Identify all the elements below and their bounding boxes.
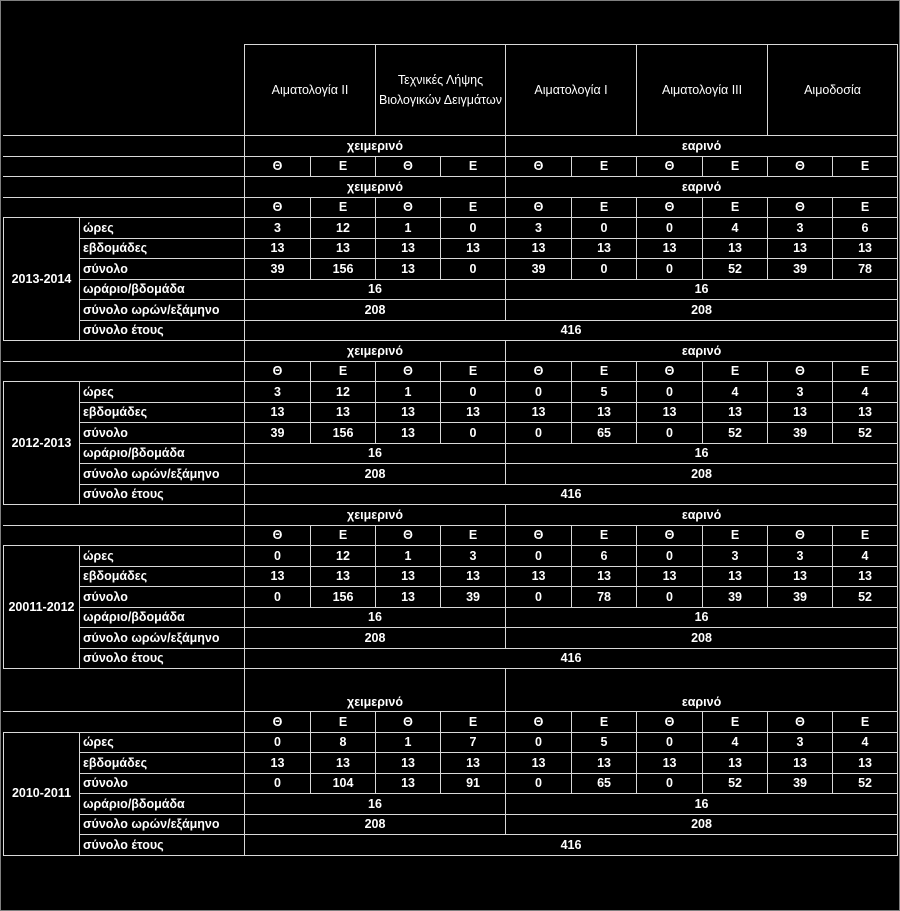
value-cell: 13	[311, 238, 376, 259]
value-cell: 4	[833, 382, 898, 403]
value-cell: 13	[833, 238, 898, 259]
theory-header: Θ	[245, 712, 311, 733]
value-cell: 78	[833, 259, 898, 280]
row-label-hours: ώρες	[80, 218, 245, 239]
lab-header: Ε	[441, 156, 506, 177]
value-cell: 0	[441, 423, 506, 444]
value-cell: 6	[833, 218, 898, 239]
row-label-weekly: ωράριο/βδομάδα	[80, 443, 245, 464]
lab-header: Ε	[572, 525, 637, 546]
value-cell: 4	[703, 732, 768, 753]
hours-table	[3, 44, 898, 856]
year-total: 416	[245, 835, 898, 856]
semester-winter: χειμερινό	[245, 505, 506, 526]
row-label-total: σύνολο	[80, 259, 245, 280]
value-cell: 104	[311, 773, 376, 794]
value-cell: 0	[441, 259, 506, 280]
course-header: Αιματολογία ΙΙΙ	[637, 45, 768, 136]
value-cell: 52	[833, 423, 898, 444]
lab-header: Ε	[311, 525, 376, 546]
theory-header: Θ	[376, 197, 441, 218]
lab-header: Ε	[441, 197, 506, 218]
value-cell: 0	[506, 587, 572, 608]
value-cell: 156	[311, 423, 376, 444]
value-cell: 13	[376, 587, 441, 608]
value-cell: 13	[833, 566, 898, 587]
value-cell: 13	[506, 402, 572, 423]
lab-header: Ε	[572, 712, 637, 733]
value-cell: 52	[703, 259, 768, 280]
empty-cell	[4, 361, 245, 382]
lab-header: Ε	[833, 361, 898, 382]
row-label-weekly: ωράριο/βδομάδα	[80, 607, 245, 628]
value-cell: 39	[768, 773, 833, 794]
lab-header: Ε	[441, 712, 506, 733]
value-cell: 3	[506, 218, 572, 239]
value-cell: 0	[506, 732, 572, 753]
course-header: Τεχνικές Λήψης Βιολογικών Δειγμάτων	[376, 45, 506, 136]
value-cell: 5	[572, 732, 637, 753]
value-cell: 3	[768, 546, 833, 567]
value-cell: 0	[637, 259, 703, 280]
lab-header: Ε	[703, 525, 768, 546]
theory-header: Θ	[637, 156, 703, 177]
theory-header: Θ	[376, 712, 441, 733]
value-cell: 13	[768, 238, 833, 259]
row-label-weeks: εβδομάδες	[80, 753, 245, 774]
table-row	[4, 279, 898, 300]
lab-header: Ε	[441, 525, 506, 546]
year-total: 416	[245, 320, 898, 341]
theory-header: Θ	[768, 712, 833, 733]
value-cell: 13	[245, 566, 311, 587]
table-row	[4, 341, 898, 362]
value-cell: 0	[637, 587, 703, 608]
value-cell: 0	[637, 732, 703, 753]
semester-spring-total: 208	[506, 464, 898, 485]
table-row	[4, 402, 898, 423]
year-label: 2013-2014	[4, 218, 80, 341]
row-label-year-total: σύνολο έτους	[80, 484, 245, 505]
value-cell: 39	[768, 423, 833, 444]
table-row	[4, 423, 898, 444]
value-cell: 13	[703, 566, 768, 587]
theory-header: Θ	[245, 525, 311, 546]
year-total: 416	[245, 648, 898, 669]
semester-winter: χειμερινό	[245, 341, 506, 362]
theory-header: Θ	[506, 712, 572, 733]
value-cell: 39	[245, 423, 311, 444]
year-label: 2010-2011	[4, 732, 80, 855]
value-cell: 13	[637, 238, 703, 259]
weekly-winter: 16	[245, 443, 506, 464]
value-cell: 13	[376, 423, 441, 444]
value-cell: 0	[245, 587, 311, 608]
theory-header: Θ	[376, 525, 441, 546]
semester-spring: εαρινό	[506, 505, 898, 526]
semester-spring-total: 208	[506, 628, 898, 649]
course-header: Αιμοδοσία	[768, 45, 898, 136]
value-cell: 13	[441, 402, 506, 423]
value-cell: 0	[637, 546, 703, 567]
row-label-weeks: εβδομάδες	[80, 238, 245, 259]
value-cell: 13	[245, 238, 311, 259]
value-cell: 13	[637, 753, 703, 774]
bottom-border-area	[1, 888, 899, 910]
lab-header: Ε	[572, 197, 637, 218]
lab-header: Ε	[703, 712, 768, 733]
lab-header: Ε	[703, 361, 768, 382]
row-label-hours: ώρες	[80, 546, 245, 567]
value-cell: 13	[703, 753, 768, 774]
theory-header: Θ	[376, 361, 441, 382]
value-cell: 13	[768, 402, 833, 423]
table-row	[4, 45, 898, 136]
row-label-year-total: σύνολο έτους	[80, 648, 245, 669]
lab-header: Ε	[833, 197, 898, 218]
empty-cell	[4, 341, 245, 362]
value-cell: 52	[703, 773, 768, 794]
value-cell: 3	[703, 546, 768, 567]
table-row	[4, 669, 898, 712]
value-cell: 13	[311, 753, 376, 774]
empty-cell	[4, 45, 245, 136]
row-label-semester: σύνολο ωρών/εξάμηνο	[80, 628, 245, 649]
value-cell: 1	[376, 732, 441, 753]
semester-spring: εαρινό	[506, 669, 898, 712]
value-cell: 52	[833, 773, 898, 794]
value-cell: 0	[245, 773, 311, 794]
value-cell: 13	[833, 402, 898, 423]
value-cell: 0	[637, 218, 703, 239]
table-row	[4, 464, 898, 485]
theory-header: Θ	[245, 361, 311, 382]
semester-spring: εαρινό	[506, 136, 898, 157]
table-row	[4, 505, 898, 526]
semester-spring: εαρινό	[506, 341, 898, 362]
value-cell: 65	[572, 423, 637, 444]
value-cell: 13	[441, 566, 506, 587]
value-cell: 12	[311, 382, 376, 403]
value-cell: 13	[703, 402, 768, 423]
row-label-total: σύνολο	[80, 587, 245, 608]
value-cell: 13	[376, 566, 441, 587]
row-label-semester: σύνολο ωρών/εξάμηνο	[80, 300, 245, 321]
semester-winter: χειμερινό	[245, 136, 506, 157]
weekly-spring: 16	[506, 279, 898, 300]
value-cell: 39	[768, 587, 833, 608]
theory-header: Θ	[768, 197, 833, 218]
lab-header: Ε	[703, 156, 768, 177]
value-cell: 13	[441, 238, 506, 259]
value-cell: 3	[441, 546, 506, 567]
weekly-spring: 16	[506, 443, 898, 464]
value-cell: 13	[768, 753, 833, 774]
theory-header: Θ	[637, 197, 703, 218]
value-cell: 4	[703, 382, 768, 403]
weekly-spring: 16	[506, 794, 898, 815]
table-row	[4, 566, 898, 587]
weekly-winter: 16	[245, 607, 506, 628]
row-label-weekly: ωράριο/βδομάδα	[80, 279, 245, 300]
theory-header: Θ	[245, 156, 311, 177]
lab-header: Ε	[833, 156, 898, 177]
course-header: Αιματολογία ΙΙ	[245, 45, 376, 136]
value-cell: 39	[768, 259, 833, 280]
value-cell: 13	[376, 753, 441, 774]
lab-header: Ε	[833, 712, 898, 733]
value-cell: 13	[637, 566, 703, 587]
table-row	[4, 361, 898, 382]
theory-header: Θ	[637, 525, 703, 546]
value-cell: 0	[572, 259, 637, 280]
year-total: 416	[245, 484, 898, 505]
value-cell: 0	[441, 382, 506, 403]
value-cell: 13	[506, 566, 572, 587]
row-label-semester: σύνολο ωρών/εξάμηνο	[80, 814, 245, 835]
theory-header: Θ	[506, 156, 572, 177]
table-row	[4, 587, 898, 608]
empty-cell	[4, 505, 245, 526]
value-cell: 78	[572, 587, 637, 608]
semester-winter-total: 208	[245, 628, 506, 649]
value-cell: 4	[833, 732, 898, 753]
row-label-year-total: σύνολο έτους	[80, 320, 245, 341]
table-row	[4, 136, 898, 157]
theory-header: Θ	[376, 156, 441, 177]
semester-spring: εαρινό	[506, 177, 898, 198]
value-cell: 39	[506, 259, 572, 280]
table-row	[4, 712, 898, 733]
value-cell: 7	[441, 732, 506, 753]
value-cell: 0	[637, 773, 703, 794]
table-row	[4, 753, 898, 774]
theory-header: Θ	[768, 525, 833, 546]
value-cell: 13	[376, 773, 441, 794]
row-label-hours: ώρες	[80, 382, 245, 403]
value-cell: 0	[637, 423, 703, 444]
value-cell: 13	[245, 753, 311, 774]
lab-header: Ε	[441, 361, 506, 382]
empty-cell	[4, 136, 245, 157]
lab-header: Ε	[572, 156, 637, 177]
value-cell: 3	[245, 382, 311, 403]
semester-winter-total: 208	[245, 814, 506, 835]
year-label: 20011-2012	[4, 546, 80, 669]
value-cell: 52	[833, 587, 898, 608]
theory-header: Θ	[637, 361, 703, 382]
table-row	[4, 814, 898, 835]
value-cell: 0	[245, 546, 311, 567]
value-cell: 0	[506, 423, 572, 444]
value-cell: 8	[311, 732, 376, 753]
theory-header: Θ	[768, 156, 833, 177]
semester-spring-total: 208	[506, 814, 898, 835]
value-cell: 13	[441, 753, 506, 774]
semester-winter-total: 208	[245, 464, 506, 485]
lab-header: Ε	[572, 361, 637, 382]
value-cell: 13	[572, 238, 637, 259]
lab-header: Ε	[311, 712, 376, 733]
table-row	[4, 484, 898, 505]
value-cell: 0	[506, 546, 572, 567]
table-row	[4, 648, 898, 669]
empty-cell	[4, 525, 245, 546]
value-cell: 39	[441, 587, 506, 608]
semester-winter: χειμερινό	[245, 669, 506, 712]
table-row	[4, 300, 898, 321]
value-cell: 13	[311, 566, 376, 587]
table-row	[4, 794, 898, 815]
value-cell: 3	[768, 732, 833, 753]
value-cell: 13	[572, 753, 637, 774]
value-cell: 3	[768, 382, 833, 403]
year-label: 2012-2013	[4, 382, 80, 505]
lab-header: Ε	[311, 197, 376, 218]
value-cell: 13	[833, 753, 898, 774]
value-cell: 1	[376, 546, 441, 567]
value-cell: 65	[572, 773, 637, 794]
course-header: Αιματολογία Ι	[506, 45, 637, 136]
weekly-spring: 16	[506, 607, 898, 628]
table-row	[4, 525, 898, 546]
value-cell: 91	[441, 773, 506, 794]
value-cell: 13	[245, 402, 311, 423]
lab-header: Ε	[703, 197, 768, 218]
table-row	[4, 177, 898, 198]
lab-header: Ε	[311, 156, 376, 177]
theory-header: Θ	[506, 197, 572, 218]
table-row	[4, 835, 898, 856]
row-label-weeks: εβδομάδες	[80, 566, 245, 587]
value-cell: 1	[376, 218, 441, 239]
value-cell: 12	[311, 546, 376, 567]
theory-header: Θ	[245, 197, 311, 218]
value-cell: 13	[376, 259, 441, 280]
value-cell: 52	[703, 423, 768, 444]
semester-winter: χειμερινό	[245, 177, 506, 198]
table-row	[4, 382, 898, 403]
semester-spring-total: 208	[506, 300, 898, 321]
table-row	[4, 732, 898, 753]
value-cell: 13	[376, 402, 441, 423]
empty-cell	[4, 156, 245, 177]
weekly-winter: 16	[245, 794, 506, 815]
table-row	[4, 259, 898, 280]
table-row	[4, 607, 898, 628]
value-cell: 0	[245, 732, 311, 753]
empty-cell	[4, 177, 245, 198]
table-row	[4, 320, 898, 341]
value-cell: 39	[703, 587, 768, 608]
lab-header: Ε	[833, 525, 898, 546]
value-cell: 0	[506, 382, 572, 403]
table-row	[4, 197, 898, 218]
value-cell: 0	[637, 382, 703, 403]
value-cell: 0	[506, 773, 572, 794]
value-cell: 4	[703, 218, 768, 239]
value-cell: 13	[637, 402, 703, 423]
table-row	[4, 628, 898, 649]
table-row	[4, 218, 898, 239]
value-cell: 13	[506, 238, 572, 259]
value-cell: 13	[572, 566, 637, 587]
value-cell: 1	[376, 382, 441, 403]
weekly-winter: 16	[245, 279, 506, 300]
row-label-hours: ώρες	[80, 732, 245, 753]
table-row	[4, 773, 898, 794]
value-cell: 13	[506, 753, 572, 774]
value-cell: 12	[311, 218, 376, 239]
table-row	[4, 546, 898, 567]
theory-header: Θ	[768, 361, 833, 382]
theory-header: Θ	[506, 361, 572, 382]
theory-header: Θ	[637, 712, 703, 733]
value-cell: 6	[572, 546, 637, 567]
table-row	[4, 443, 898, 464]
lab-header: Ε	[311, 361, 376, 382]
value-cell: 13	[703, 238, 768, 259]
value-cell: 3	[245, 218, 311, 239]
row-label-total: σύνολο	[80, 773, 245, 794]
table-row	[4, 156, 898, 177]
value-cell: 13	[376, 238, 441, 259]
value-cell: 5	[572, 382, 637, 403]
row-label-weeks: εβδομάδες	[80, 402, 245, 423]
empty-cell	[4, 197, 245, 218]
theory-header: Θ	[506, 525, 572, 546]
row-label-total: σύνολο	[80, 423, 245, 444]
empty-cell	[4, 669, 245, 712]
value-cell: 4	[833, 546, 898, 567]
value-cell: 13	[311, 402, 376, 423]
semester-winter-total: 208	[245, 300, 506, 321]
row-label-weekly: ωράριο/βδομάδα	[80, 794, 245, 815]
row-label-semester: σύνολο ωρών/εξάμηνο	[80, 464, 245, 485]
value-cell: 3	[768, 218, 833, 239]
value-cell: 156	[311, 587, 376, 608]
value-cell: 156	[311, 259, 376, 280]
value-cell: 39	[245, 259, 311, 280]
value-cell: 13	[572, 402, 637, 423]
row-label-year-total: σύνολο έτους	[80, 835, 245, 856]
value-cell: 0	[441, 218, 506, 239]
value-cell: 0	[572, 218, 637, 239]
empty-cell	[4, 712, 245, 733]
value-cell: 13	[768, 566, 833, 587]
table-row	[4, 238, 898, 259]
